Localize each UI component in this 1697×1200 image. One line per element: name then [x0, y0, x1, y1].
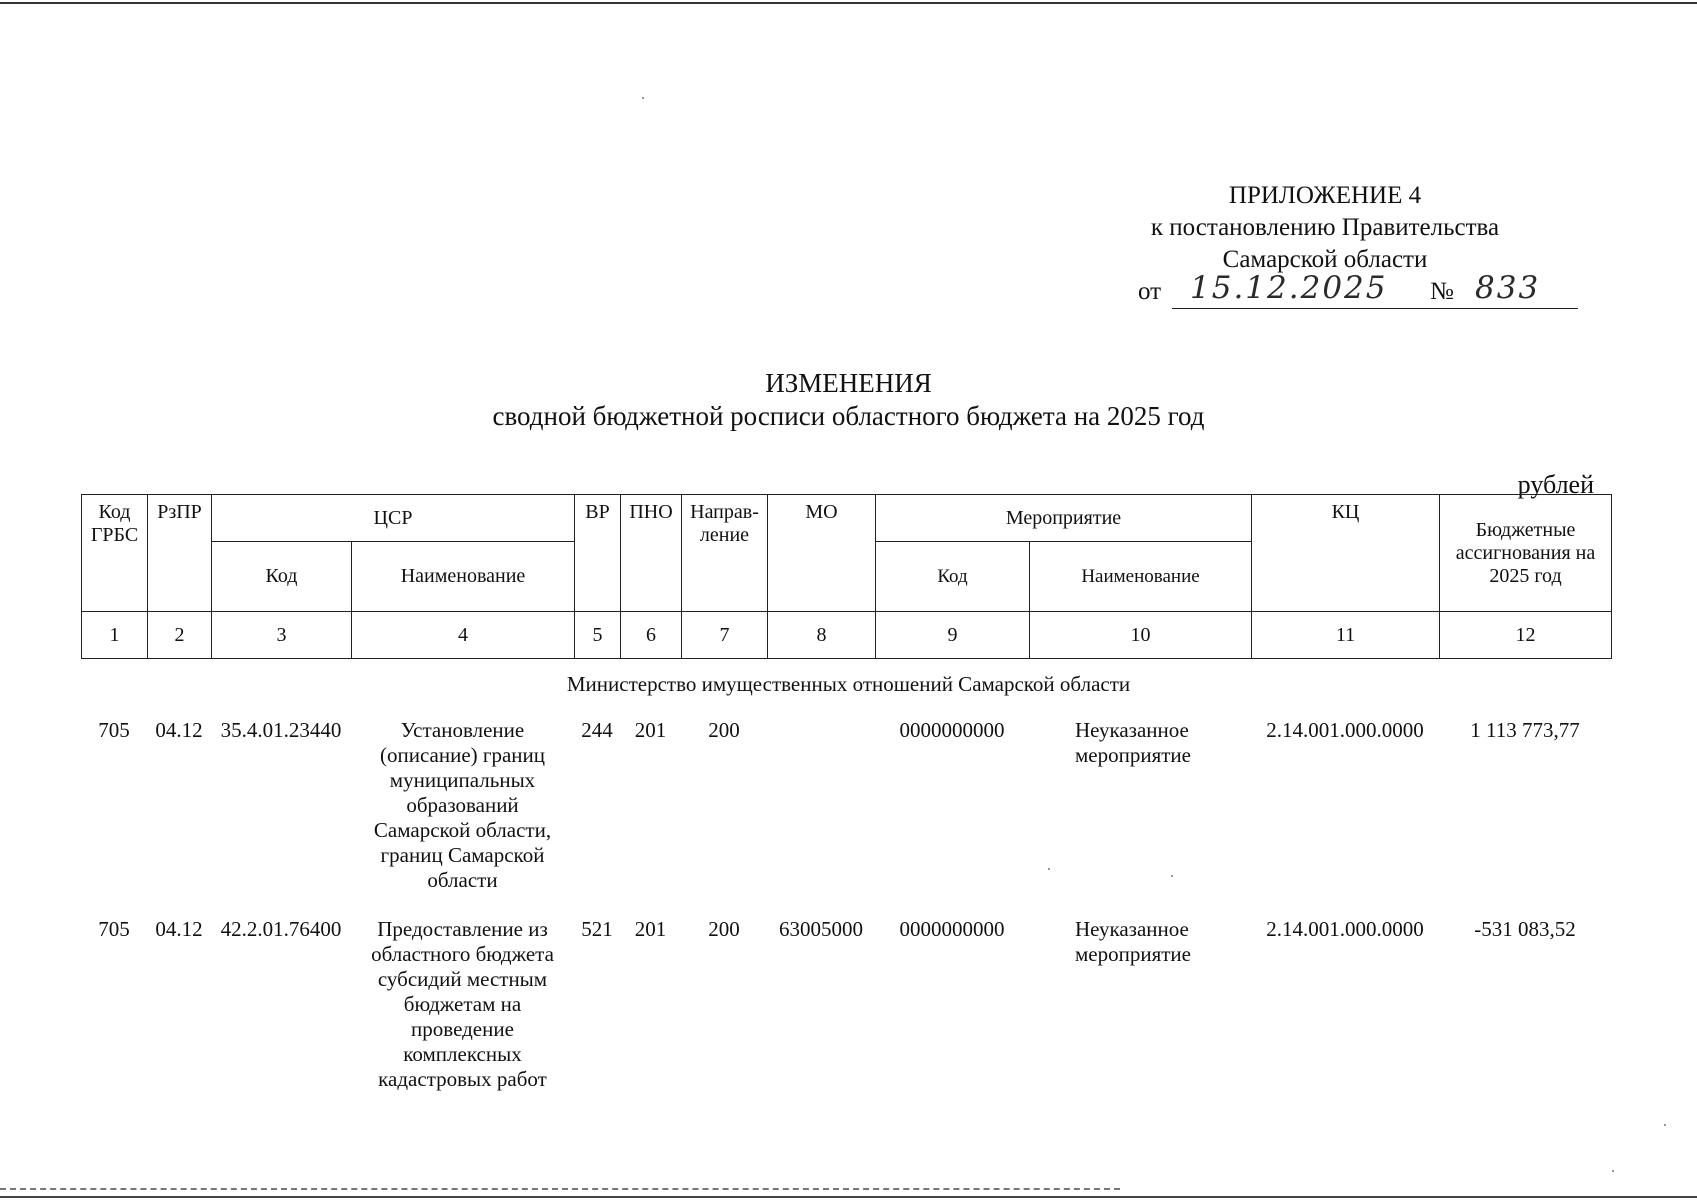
scan-bottom-rule	[0, 1196, 1697, 1198]
appendix-title: ПРИЛОЖЕНИЕ 4	[1228, 182, 1422, 209]
appendix-resolution-line: к постановлению Правительства	[1150, 214, 1500, 241]
cell-vr: 521	[581, 917, 613, 941]
handwritten-number: 833	[1475, 270, 1541, 306]
scan-speck	[1664, 1124, 1666, 1126]
scan-speck	[642, 97, 644, 99]
date-prefix: от	[1138, 278, 1162, 305]
cell-grbs: 705	[98, 718, 130, 742]
header-vr: ВР	[575, 495, 621, 612]
cell-event-name: Неуказанное мероприятие	[1075, 917, 1191, 966]
cell-amount: 1 113 773,77	[1470, 718, 1580, 742]
header-csr-code: Код	[212, 542, 352, 612]
column-number: 7	[682, 612, 768, 659]
cell-kc: 2.14.001.000.0000	[1266, 718, 1424, 742]
scan-top-rule	[0, 2, 1697, 4]
scan-speck	[1612, 1170, 1614, 1172]
header-event: Мероприятие	[876, 495, 1252, 542]
header-csr: ЦСР	[212, 495, 575, 542]
cell-event-code: 0000000000	[899, 718, 1005, 742]
resolution-date-number	[1138, 272, 1578, 312]
appendix-region-line: Самарской области	[1222, 246, 1428, 273]
header-direction: Направ-ление	[682, 495, 768, 612]
column-number: 2	[148, 612, 212, 659]
document-title: ИЗМЕНЕНИЯ	[765, 368, 932, 398]
column-number: 11	[1252, 612, 1440, 659]
budget-table-header	[81, 494, 1612, 659]
cell-event-code: 0000000000	[899, 917, 1005, 941]
header-csr-name: Наименование	[352, 542, 575, 612]
header-kc: КЦ	[1252, 495, 1440, 612]
appendix-block	[1100, 180, 1550, 276]
header-rzpr: РзПР	[148, 495, 212, 612]
header-kod-grbs: Код ГРБС	[82, 495, 148, 612]
column-number: 4	[352, 612, 575, 659]
number-underline	[1461, 308, 1578, 309]
cell-amount: -531 083,52	[1474, 917, 1576, 941]
cell-rzpr: 04.12	[155, 917, 203, 941]
column-number: 1	[82, 612, 148, 659]
cell-vr: 244	[581, 718, 613, 742]
units-label: рублей	[1517, 470, 1594, 499]
cell-mo: 63005000	[779, 917, 863, 941]
column-number: 10	[1030, 612, 1252, 659]
cell-pno: 201	[634, 718, 667, 742]
header-mo: МО	[768, 495, 876, 612]
document-subtitle: сводной бюджетной росписи областного бюджета на 2025 год	[492, 401, 1205, 431]
header-pno: ПНО	[621, 495, 682, 612]
scan-speck	[1171, 875, 1173, 877]
cell-csr-code: 42.2.01.76400	[220, 917, 342, 941]
column-number: 6	[621, 612, 682, 659]
handwritten-date: 15.12.2025	[1190, 270, 1388, 306]
cell-rzpr: 04.12	[155, 718, 203, 742]
cell-direction: 200	[708, 917, 740, 941]
scan-bottom-dashes	[0, 1188, 1120, 1190]
column-number: 5	[575, 612, 621, 659]
cell-kc: 2.14.001.000.0000	[1266, 917, 1424, 941]
cell-pno: 201	[634, 917, 667, 941]
header-event-code: Код	[876, 542, 1030, 612]
column-number: 12	[1440, 612, 1612, 659]
scan-speck	[1048, 868, 1050, 870]
column-number: 3	[212, 612, 352, 659]
date-underline	[1172, 308, 1465, 309]
section-title: Министерство имущественных отношений Самарской области	[566, 672, 1131, 696]
header-allocations: Бюджетные ассигнования на 2025 год	[1440, 495, 1612, 612]
cell-direction: 200	[708, 718, 740, 742]
column-number: 8	[768, 612, 876, 659]
cell-grbs: 705	[98, 917, 130, 941]
column-number: 9	[876, 612, 1030, 659]
cell-csr-name: Установление (описание) границ муниципальных образований Самарской области, границ Самарской области	[373, 718, 552, 892]
cell-event-name: Неуказанное мероприятие	[1075, 718, 1191, 767]
number-prefix: №	[1430, 278, 1454, 305]
cell-csr-code: 35.4.01.23440	[220, 718, 342, 742]
header-event-name: Наименование	[1030, 542, 1252, 612]
cell-csr-name: Предоставление из областного бюджета субсидий местным бюджетам на проведение комплексных кадастровых работ	[371, 917, 554, 1091]
